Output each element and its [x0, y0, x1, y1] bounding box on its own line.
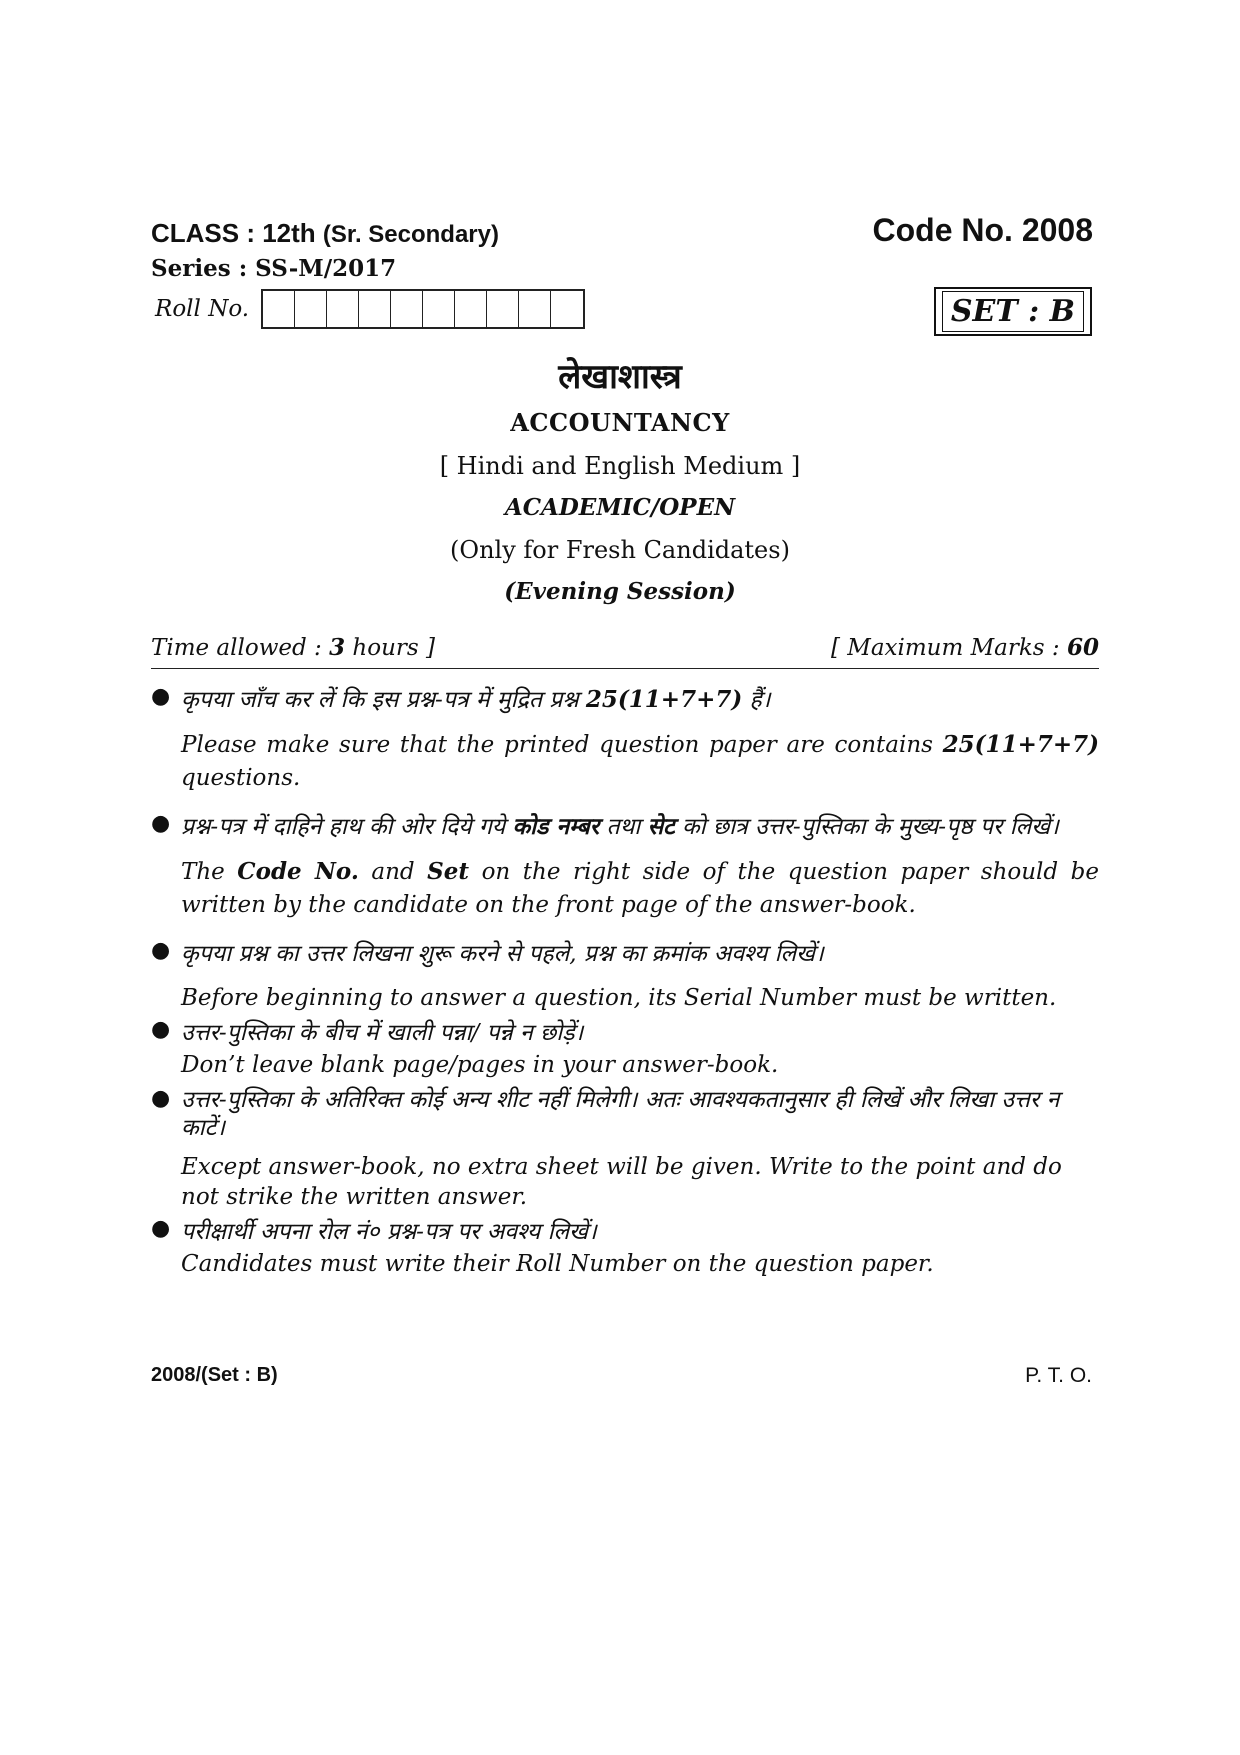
- instruction-item: [151, 1216, 1099, 1281]
- academic-open: ACADEMIC/OPEN: [504, 494, 736, 521]
- instruction-item: [151, 1086, 1099, 1212]
- roll-digit-box[interactable]: [295, 291, 327, 327]
- instruction-hindi: कृपया जाँच कर लें कि इस प्रश्न-पत्र में मुद्रित प्रश्न 25(11+7+7) हैं।: [181, 686, 771, 713]
- instruction-item: [151, 811, 1099, 922]
- code-number: Code No. 2008: [872, 212, 1093, 248]
- instruction-item: [151, 1017, 1099, 1082]
- roll-number-boxes[interactable]: [261, 289, 585, 329]
- instruction-english: Please make sure that the printed question paper are contains 25(11+7+7) questions.: [181, 731, 1099, 791]
- roll-digit-box[interactable]: [487, 291, 519, 327]
- time-allowed: Time allowed : 3 hours ]: [151, 634, 435, 661]
- series: Series : SS-M/2017: [151, 255, 397, 282]
- medium-note: [ Hindi and English Medium ]: [439, 452, 801, 480]
- bullet-icon: ●: [151, 811, 171, 836]
- instruction-hindi: प्रश्न-पत्र में दाहिने हाथ की ओर दिये गये कोड नम्बर तथा सेट को छात्र उत्तर-पुस्तिका के मुख्य-पृष्ठ पर लिखें।: [181, 813, 1059, 840]
- instruction-hindi: कृपया प्रश्न का उत्तर लिखना शुरू करने से पहले, प्रश्न का क्रमांक अवश्य लिखें।: [181, 941, 824, 967]
- roll-label: Roll No.: [155, 296, 250, 322]
- roll-number-row: [155, 289, 585, 329]
- roll-digit-box[interactable]: [359, 291, 391, 327]
- roll-digit-box[interactable]: [519, 291, 551, 327]
- instruction-item: [151, 684, 1099, 795]
- class-label: CLASS : 12th: [151, 218, 316, 248]
- instruction-english: Before beginning to answer a question, its Serial Number must be written.: [181, 985, 1057, 1011]
- session-label: (Evening Session): [504, 578, 736, 605]
- roll-digit-box[interactable]: [327, 291, 359, 327]
- fresh-candidates-note: (Only for Fresh Candidates): [450, 536, 790, 564]
- bullet-icon: ●: [151, 1086, 171, 1111]
- instructions-list: [151, 684, 1099, 1281]
- time-marks-row: [151, 634, 1099, 669]
- set-label: SET : B: [942, 291, 1084, 332]
- instruction-item: [151, 938, 1099, 1015]
- class-line: [151, 218, 499, 249]
- roll-digit-box[interactable]: [423, 291, 455, 327]
- bullet-icon: ●: [151, 1017, 171, 1042]
- instruction-hindi: उत्तर-पुस्तिका के अतिरिक्त कोई अन्य शीट नहीं मिलेगी। अतः आवश्यकतानुसार ही लिखें और लिखा उत्तर न काटें।: [181, 1087, 1060, 1141]
- bullet-icon: ●: [151, 1216, 171, 1241]
- bullet-icon: ●: [151, 938, 171, 963]
- set-box: [934, 287, 1092, 336]
- roll-digit-box[interactable]: [391, 291, 423, 327]
- roll-digit-box[interactable]: [263, 291, 295, 327]
- instruction-english: Candidates must write their Roll Number on the question paper.: [181, 1251, 934, 1277]
- roll-digit-box[interactable]: [455, 291, 487, 327]
- instruction-hindi: उत्तर-पुस्तिका के बीच में खाली पन्ना/ पन्ने न छोड़ें।: [181, 1020, 584, 1046]
- instruction-english: Don’t leave blank page/pages in your answer-book.: [181, 1052, 779, 1078]
- bullet-icon: ●: [151, 684, 171, 709]
- instruction-english: Except answer-book, no extra sheet will be given. Write to the point and do not strike the written answer.: [181, 1154, 1062, 1210]
- instruction-hindi: परीक्षार्थी अपना रोल नं० प्रश्न-पत्र पर अवश्य लिखें।: [181, 1219, 597, 1245]
- hindi-title: लेखाशास्त्र: [558, 357, 682, 397]
- footer-code: 2008/(Set : B): [151, 1364, 278, 1386]
- roll-digit-box[interactable]: [551, 291, 583, 327]
- maximum-marks: [ Maximum Marks : 60: [830, 634, 1099, 661]
- class-sub: (Sr. Secondary): [322, 221, 499, 248]
- footer-pto: P. T. O.: [1025, 1364, 1092, 1387]
- subject-title: ACCOUNTANCY: [510, 408, 730, 437]
- instruction-english: The Code No. and Set on the right side of the question paper should be written by the candidate on the front page of the answer-book.: [181, 858, 1099, 918]
